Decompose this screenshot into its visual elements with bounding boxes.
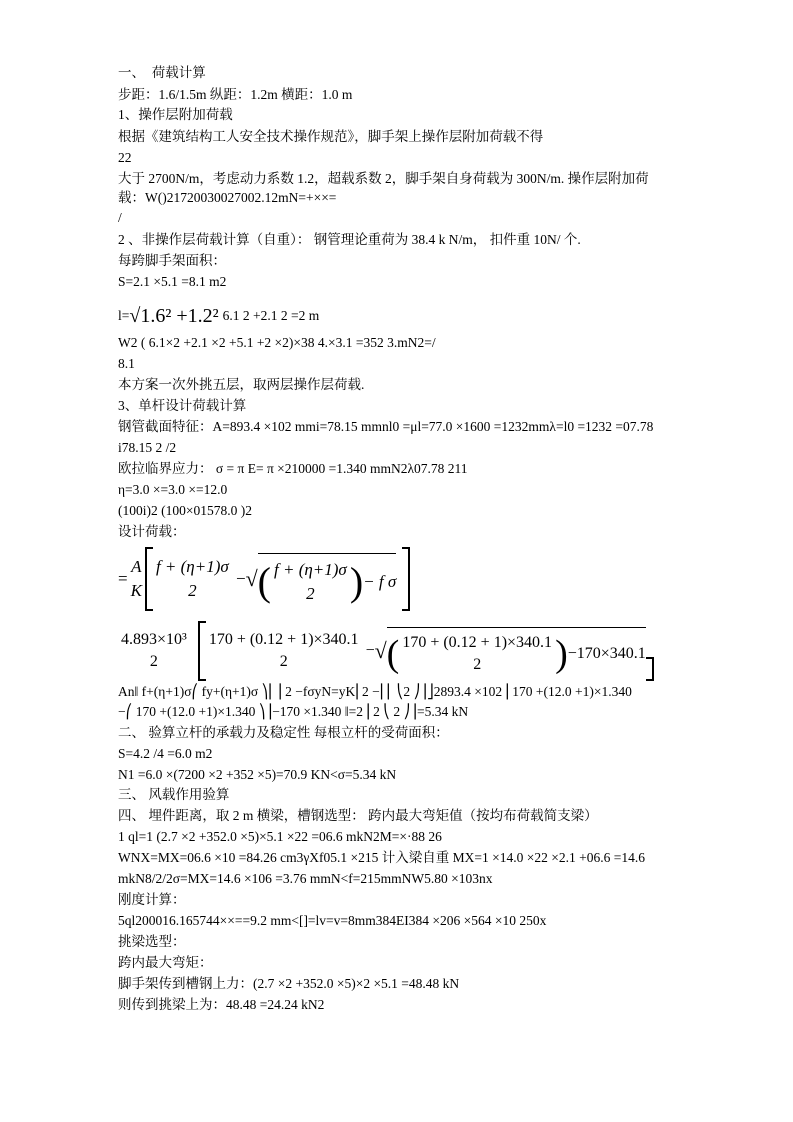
text-line: 欧拉临界应力： σ = π E= π ×210000 =1.340 mmN2λ07.78 211 [118, 461, 468, 476]
text-line: (100i)2 (100×01578.0 )2 [118, 503, 252, 518]
term2: 170 + (0.12 + 1)×340.1 2 [402, 633, 553, 673]
text-line: i78.15 2 /2 [118, 440, 177, 455]
text-line: 根据《建筑结构工人安全技术操作规范》，脚手架上操作层附加荷载不得 [118, 129, 544, 144]
term1: f + (η+1)σ 2 [155, 557, 229, 600]
text-line: 跨内最大弯矩： [118, 955, 213, 970]
text-line: / [118, 210, 122, 225]
formula-suffix: 6.1 2 +2.1 2 =2 m [222, 308, 320, 323]
sqrt-formula: l= √ 1.6² +1.2² 6.1 2 +2.1 2 =2 m [118, 304, 320, 327]
formula-prefix: l= [118, 308, 130, 323]
text-line: 四、 埋件距离，取 2 m 横梁，槽钢选型： 跨内最大弯矩值（按均布荷载简支梁） [118, 808, 598, 823]
term1: 170 + (0.12 + 1)×340.1 2 [208, 631, 359, 670]
text-line: 三、 风载作用验算 [118, 787, 230, 802]
text-line: 脚手架传到槽钢上力：(2.7 ×2 +352.0 ×5)×2 ×5.1 =48.48 kN [118, 976, 460, 991]
text-line: η=3.0 ×=3.0 ×=12.0 [118, 482, 228, 497]
text-line: S=4.2 /4 =6.0 m2 [118, 746, 213, 761]
text-line: 二、 验算立杆的承载力及稳定性 每根立杆的受荷面积： [118, 725, 449, 740]
numeric-formula: 4.893×10³ 2 170 + (0.12 + 1)×340.1 2 − √ ( 170 + (0.12 + 1)×340.1 2 ) −170×340.1 [118, 618, 654, 684]
text-line: 刚度计算： [118, 892, 186, 907]
text-line: 8.1 [118, 356, 135, 371]
ratio-a-k: A K [130, 557, 142, 600]
text-line: −⎛ 170 +(12.0 +1)×1.340 ⎞⎟−170 ×1.340 ‖=2 ⎢2 ⎝ 2 ⎠⎟=5.34 kN [118, 704, 469, 719]
text-line: An‖ f+(η+1)σ⎛ fy+(η+1)σ ⎞⎢ ⎢2 −fσyN=yK⎢2 −⎢⎜ ⎝2 ⎠⎟⎦2893.4 ×102 ⎢170 +(12.0 +1)×1.340 [118, 684, 632, 699]
text-line: 每跨脚手架面积： [118, 253, 226, 268]
text-line: mkN8/2/2σ=MX=14.6 ×106 =3.76 mmN<f=215mmNW5.80 ×103nx [118, 871, 493, 886]
text-line: 5ql200016.165744××==9.2 mm<[]=lv=v=8mm384EI384 ×206 ×564 ×10 250x [118, 913, 547, 928]
text-line: 大于 2700N/m，考虑动力系数 1.2，超载系数 2，脚手架自身荷载为 300N/m. 操作层附加荷 [118, 171, 649, 186]
coefficient: 4.893×10³ 2 [121, 631, 187, 670]
term2: f + (η+1)σ 2 [274, 559, 347, 603]
text-line: 1 ql=1 (2.7 ×2 +352.0 ×5)×5.1 ×22 =06.6 mkN2M=×·88 26 [118, 829, 442, 844]
text-line: 一、 荷载计算 [118, 65, 206, 80]
text-line: 钢管截面特征：A=893.4 ×102 mmi=78.15 mmnl0 =μl=77.0 ×1600 =1232mmλ=l0 =1232 =07.78 [118, 419, 654, 434]
text-line: 设计荷载： [118, 524, 186, 539]
text-line: 则传到挑梁上为：48.48 =24.24 kN2 [118, 997, 325, 1012]
text-line: 步距：1.6/1.5m 纵距：1.2m 横距：1.0 m [118, 87, 353, 102]
text-line: W2 ( 6.1×2 +2.1 ×2 +5.1 +2 ×2)×38 4.×3.1 =352 3.mN2=/ [118, 335, 436, 350]
text-line: 1、操作层附加荷载 [118, 107, 233, 122]
radicand: 1.6² +1.2² [140, 305, 219, 327]
text-line: 挑梁选型： [118, 934, 186, 949]
text-line: 载：W()21720030027002.12mN=+××= [118, 190, 337, 205]
text-line: S=2.1 ×5.1 =8.1 m2 [118, 274, 227, 289]
text-line: 2 、非操作层荷载计算（自重）： 钢管理论重荷为 38.4 k N/m， 扣件重 10N/ 个. [118, 232, 581, 247]
text-line: WNX=MX=06.6 ×10 =84.26 cm3γXf05.1 ×215 计入梁自重 MX=1 ×14.0 ×22 ×2.1 +06.6 =14.6 [118, 850, 645, 865]
text-line: 3、单杆设计荷载计算 [118, 398, 247, 413]
text-line: 本方案一次外挑五层，取两层操作层荷载. [118, 377, 365, 392]
text-line: N1 =6.0 ×(7200 ×2 +352 ×5)=70.9 KN<σ=5.34 kN [118, 767, 397, 782]
design-load-formula: = A K f + (η+1)σ 2 − √ ( f + (η+1)σ 2 ) − f σ [118, 546, 410, 612]
text-line: 22 [118, 150, 132, 165]
